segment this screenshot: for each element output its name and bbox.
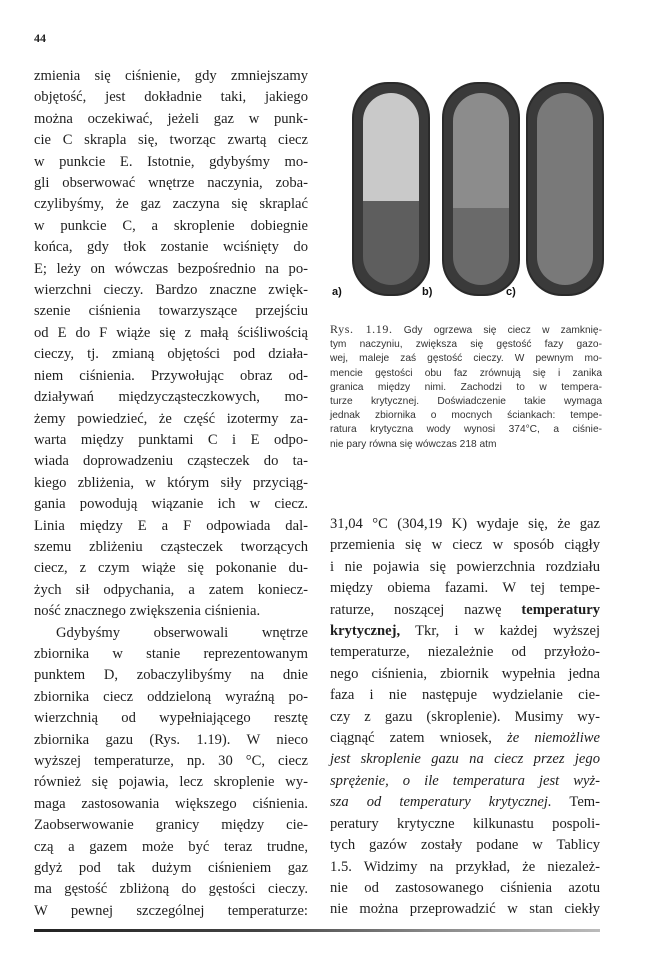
left-line: zbiornika gazu (Rys. 1.19). W nieco [34,731,308,748]
left-line: cie C skrapla się, tworząc zwartą ciecz [34,132,308,149]
left-line: szenie ciśnienia towarzyszące przejściu [34,303,308,320]
left-line: zbiornika ciecz oddzieloną wyraźną po- [34,688,308,705]
right-line [330,557,600,578]
bottom-rule [34,929,600,932]
line-text: sprężenie, o ile temperatura jest wyż- [330,772,600,789]
caption-text: wej, maleje zaś gęstość cieczy. W pewnym mo- [330,353,602,365]
right-line [330,707,600,728]
left-line: Linia między E a F odpowiada dal- [34,517,308,534]
caption-text: ratura krytyczna wody wynosi 374°C, a ciśnie- [330,424,602,436]
right-line [330,578,600,599]
caption-prefix: Rys. 1.19. [330,322,393,336]
gas-phase [537,93,593,285]
left-line: wierzchnią od wypełniającego resztę [34,710,308,727]
right-text-column [330,514,600,921]
left-line: gli obserwować wnętrze naczynia, zoba- [34,175,308,192]
left-line: warta między punktami C i E odpo- [34,431,308,448]
right-line [330,535,600,556]
right-line [330,814,600,835]
figure-caption [330,322,602,452]
line-text: Tem- [551,794,601,811]
right-line [330,899,600,920]
gas-phase [453,93,509,208]
line-text: tych gazów zostały podane w Tablicy [330,837,600,854]
page-number: 44 [34,31,46,45]
figure-label-c: c) [506,286,516,298]
term-bold: temperatury [521,601,600,618]
emphasis-text: że niemożliwe [507,730,600,747]
line-text: jest skroplenie gazu na ciecz przez jego [330,751,600,768]
left-line: wierzchni cieczy. Bardzo znaczne zwięk- [34,282,308,299]
left-line: również się pojawia, lecz skroplenie wy- [34,774,308,791]
left-line: w punkcie C, a skroplenie dobiegnie [34,217,308,234]
line-text: sza od temperatury krytycznej. [330,794,552,811]
right-line [330,749,600,770]
caption-text: turze krytycznej. Doświadczenie takie wymaga [330,396,602,408]
right-line [330,771,600,792]
line-text: peratury krytyczne kilkunastu pospoli- [330,815,600,832]
left-line: czylibyśmy, że gaz zaczyna się skraplać [34,196,308,213]
left-line: ciecz, z czym wiąże się pokonanie du- [34,560,308,577]
right-line [330,514,600,535]
line-text: 31,04 °C (304,19 K) wydaje się, że gaz [330,516,600,532]
right-line [330,685,600,706]
left-line: wiada doprowadzeniu cząsteczek do ta- [34,453,308,470]
left-line: zmienia się ciśnienie, gdy zmniejszamy [34,68,308,84]
line-text: 1.5. Widzimy na przykład, że niezależ- [330,858,600,875]
line-text: raturze, noszącej nazwę [330,601,502,618]
left-line: Zaobserwowanie granicy między cie- [34,817,308,834]
caption-line [330,381,602,395]
line-text: przemienia się w ciecz w sposób ciągły [330,537,600,554]
caption-line [330,338,602,352]
line-text: między obiema fazami. W tej tempe- [330,580,600,597]
left-line: cieczy, tj. zmianą objętości pod działa- [34,346,308,363]
left-text-column [34,66,308,922]
left-line: zbiornika w stanie reprezentowanym [34,645,308,662]
left-line: można oczekiwać, jeżeli gaz w punk- [34,110,308,127]
right-line [330,600,600,621]
line-text: nie można przeprowadzić w stan ciekły [330,901,600,918]
left-line: szemu zbliżeniu cząsteczek tworzących [34,538,308,555]
right-line [330,621,600,642]
liquid-phase [363,201,419,285]
line-text: czy z gazu (skroplenie). Musimy wy- [330,708,600,725]
caption-line [330,395,602,409]
left-line: Gdybyśmy obserwowali wnętrze [56,624,308,641]
left-line: punktem D, zobaczylibyśmy na dnie [34,667,308,684]
left-line: gania powodują wiązanie ich w ciecz. [34,496,308,513]
line-text: nie od zastosowanego ciśnienia azotu [330,879,600,896]
caption-text: Gdy ogrzewa się ciecz w zamknię- [403,325,602,336]
line-text: i nie pojawia się powierzchnia rozdziału [330,558,600,575]
right-line [330,664,600,685]
left-line: żemy powiedzieć, że część izotermy za- [34,410,308,427]
caption-text: granica między nimi. Zachodzi to w tempera- [330,381,602,393]
left-line: gdyż pod tak dużym ciśnieniem gaz [34,860,308,877]
caption-line [330,352,602,366]
left-line: objętość, jest dokładnie taki, jakiego [34,89,308,106]
caption-text: jednak zbiornika o mocnych ściankach: tempe- [330,410,602,422]
caption-line [330,322,602,338]
left-line: ność znacznego zwiększenia ciśnienia. [34,603,261,620]
figure-label-b: b) [422,286,433,298]
left-line: w punkcie E. Istotnie, gdybyśmy mo- [34,153,308,170]
left-line: końca, gdy tłok zostanie wciśnięty do [34,239,308,256]
left-line: W pewnej szczególnej temperaturze: [34,902,308,919]
figure-label-a: a) [332,286,342,298]
caption-text: tym naczyniu, zwiększa się gęstość fazy gazo- [330,339,602,351]
left-line: wyższej temperaturze, np. 30 °C, ciecz [34,753,308,769]
left-line: niem ciśnienia. Przywołując obraz od- [34,367,308,384]
vessel-c [526,82,604,296]
right-line [330,878,600,899]
caption-line [330,409,602,423]
term-bold: krytycznej, [330,623,401,640]
liquid-phase [453,208,509,285]
line-text: faza i nie następuje wydzielanie cie- [330,687,600,704]
right-line [330,728,600,749]
line-text: nego ciśnienia, zbiornik wypełnia jedna [330,665,600,682]
right-line [330,835,600,856]
right-line [330,857,600,878]
caption-line [330,367,602,381]
left-line: E; leży on wówczas bezpośrednio na po- [34,260,308,277]
caption-text: mencie gęstości obu faz zrównują się i zanika [330,367,602,379]
caption-line [330,438,602,452]
left-line: żych sił odpychania, a zatem koniecz- [34,581,308,598]
vessel-a [352,82,433,298]
left-line: działywań międzycząsteczkowych, mo- [34,389,308,406]
line-text: ciągnąć zatem wniosek, [330,730,492,747]
gas-phase [363,93,419,201]
vessel-b [442,82,520,296]
caption-text: nie pary równa się wówczas 218 atm [330,438,497,450]
left-line: kiego zbliżenia, w którym siły przyciąg- [34,474,308,491]
left-line: od E do F wiąże się z małą ściśliwością [34,324,308,341]
left-line: maga zastosowania większego ciśnienia. [34,795,308,812]
figure-vessels [330,62,600,310]
left-line: ma gęstość zbliżoną do gęstości cieczy. [34,881,308,898]
right-line [330,792,600,813]
line-text: Tkr, i w każdej wyższej [400,623,600,640]
caption-line [330,423,602,437]
left-line: czą a gazem może być teraz trudne, [34,838,308,855]
line-text: temperaturze, niezależnie od przyłożo- [330,644,600,661]
right-line [330,642,600,663]
